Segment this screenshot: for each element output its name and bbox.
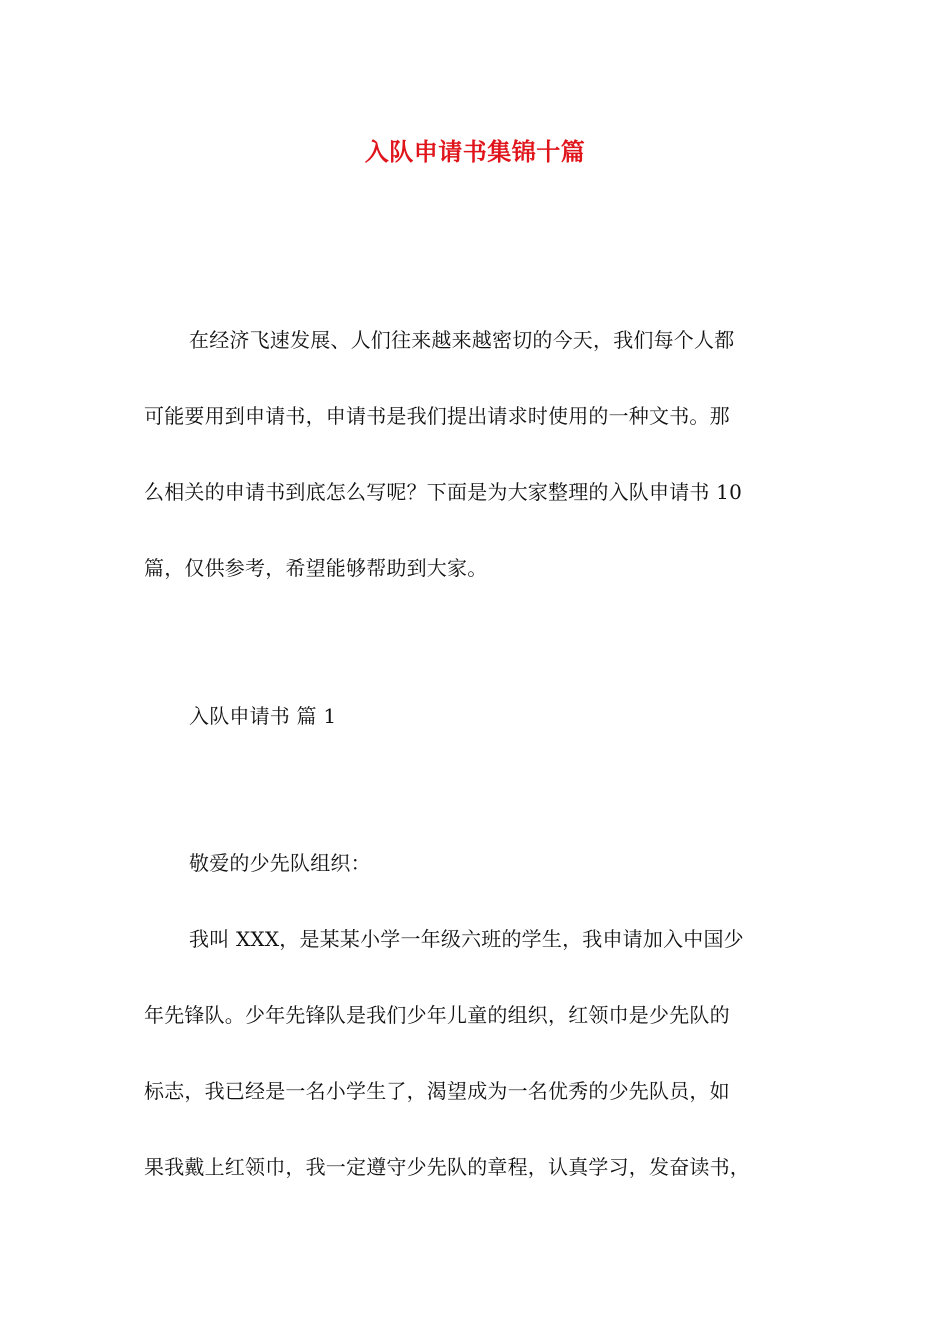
document-title: 入队申请书集锦十篇 — [364, 137, 586, 166]
salutation: 敬爱的少先队组织： — [189, 851, 371, 875]
intro-line: 可能要用到申请书，申请书是我们提出请求时使用的一种文书。那 — [144, 404, 730, 428]
body-paragraph — [144, 921, 824, 1225]
body-line: 标志，我已经是一名小学生了，渴望成为一名优秀的少先队员，如 — [144, 1079, 730, 1103]
intro-paragraph — [144, 322, 824, 626]
body-line: 果我戴上红领巾，我一定遵守少先队的章程，认真学习，发奋读书， — [144, 1155, 750, 1179]
section-heading: 入队申请书 篇 1 — [189, 704, 337, 728]
body-line: 年先锋队。少年先锋队是我们少年儿童的组织，红领巾是少先队的 — [144, 1003, 730, 1027]
intro-line: 么相关的申请书到底怎么写呢？下面是为大家整理的入队申请书 10 — [144, 480, 743, 504]
intro-line: 在经济飞速发展、人们往来越来越密切的今天，我们每个人都 — [189, 328, 735, 352]
intro-line: 篇，仅供参考，希望能够帮助到大家。 — [144, 556, 488, 580]
body-line: 我叫 XXX，是某某小学一年级六班的学生，我申请加入中国少 — [189, 927, 744, 951]
